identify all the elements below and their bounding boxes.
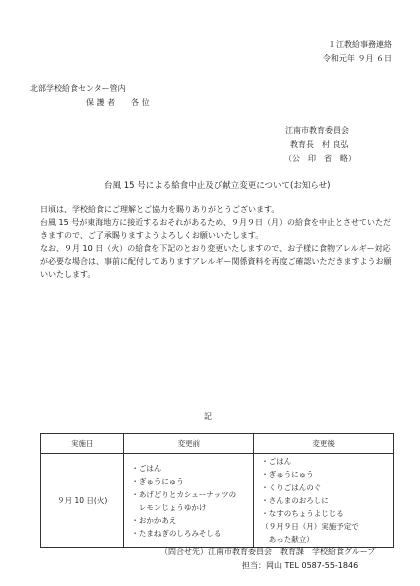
list-item: （９月９日（月）実施予定で — [261, 522, 359, 531]
seal-omitted-note: （公 印 省 略） — [284, 154, 356, 163]
sender-org: 江南市教育委員会 — [285, 126, 349, 135]
notice-title: 台風 15 号による給食中止及び献立変更について(お知らせ) — [104, 181, 331, 191]
menu-change-paragraph: なお、９月 10 日（火）の給食を下記のとおり変更いたしますので、お子様に食物アレルギー対応が必要な場合は、事前に配付してありますアレルギー関係資料を再度ご確認いただきますようお願いいたします。 — [40, 244, 392, 279]
contact-info: （問合せ先）江南市教育委員会 教育課 学校給食グループ — [160, 547, 376, 556]
issue-date: 令和元年 ９月 ６日 — [322, 54, 392, 63]
header-after: 変更後 — [254, 434, 394, 454]
cancellation-paragraph: 台風 15 号が東海地方に接近するおそれがあるため、９月９日（月）の給食を中止とさせていただきますので、ご了承賜りますようよろしくお願いいたします。 — [40, 218, 391, 240]
recipient-line-2: 保 護 者 各 位 — [86, 98, 150, 107]
list-item: ・おかかあえ — [131, 515, 177, 525]
list-item: ・たまねぎのしろみそしる — [131, 528, 222, 538]
menu-after-cell — [254, 454, 394, 548]
list-item: ・ごはん — [261, 457, 292, 466]
date-cell: ９月 10 日(火) — [41, 454, 124, 548]
list-item: ・さんまのおろしに — [261, 496, 329, 505]
sender-head: 教育長 村 良弘 — [290, 140, 349, 149]
list-item: ・ぎゅうにゅう — [261, 470, 314, 479]
list-item: レモンじょうゆかけ — [131, 502, 207, 512]
contact-person: 担当：岡山 TEL 0587-55-1846 — [242, 561, 359, 570]
menu-before-cell — [124, 454, 254, 548]
list-item: ・ぎゅうにゅう — [131, 476, 184, 486]
list-item: ・なすのちょうよじじる — [261, 509, 344, 518]
menu-change-table — [40, 433, 394, 548]
header-date: 実施日 — [41, 434, 124, 454]
greeting-paragraph: 日頃は、学校給食にご理解とご協力を賜りありがとうございます。 — [40, 205, 280, 214]
ki-heading: 記 — [204, 412, 212, 421]
list-item: ・あげどりとカシューナッツの — [131, 489, 237, 499]
list-item: ・ごはん — [131, 463, 162, 473]
document-number: １江教給事務連絡 — [328, 40, 392, 49]
list-item: あった献立） — [261, 535, 314, 544]
table-header-row — [41, 434, 394, 454]
table-row — [41, 454, 394, 548]
recipient-line-1: 北部学校給食センター管内 — [30, 84, 126, 93]
header-before: 変更前 — [124, 434, 254, 454]
list-item: ・くりごはんのぐ — [261, 483, 322, 492]
